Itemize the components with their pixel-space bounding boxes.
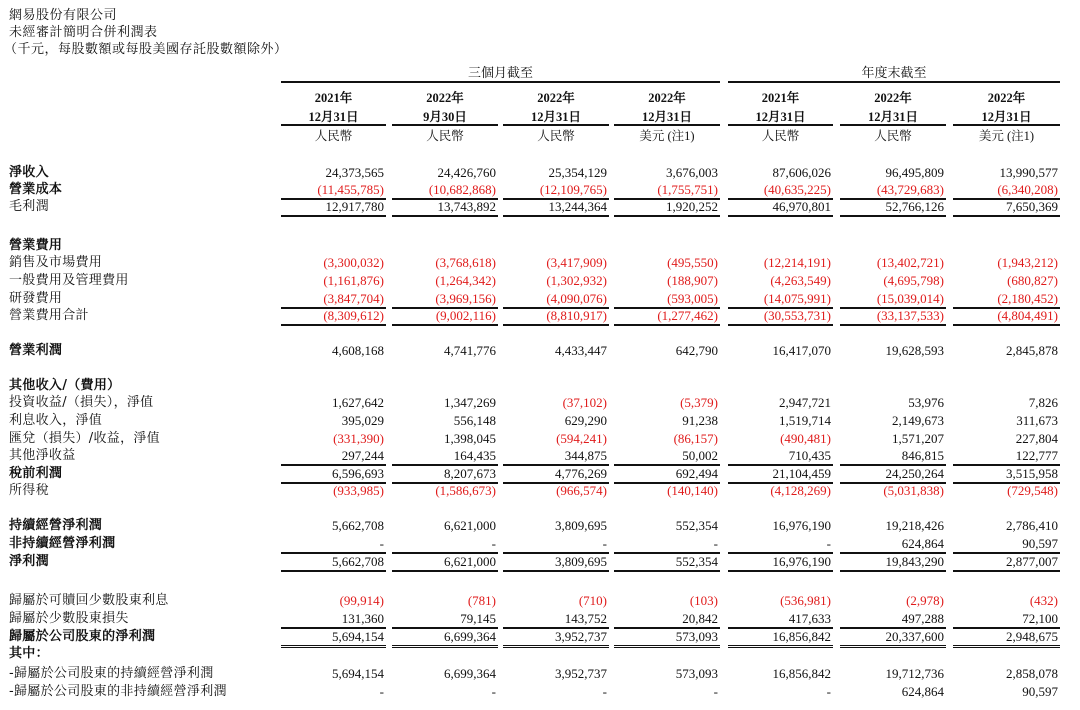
row-label: 歸屬於公司股東的淨利潤 — [9, 629, 156, 644]
table-row — [0, 592, 1080, 610]
table-row — [0, 665, 1080, 683]
cell-value: 19,218,426 — [885, 518, 944, 533]
cell-value: - — [602, 684, 607, 699]
cell-value: 692,494 — [675, 466, 718, 481]
cell-value: (10,682,868) — [428, 182, 496, 197]
column-currency: 人民幣 — [874, 129, 912, 143]
cell-value: 20,842 — [682, 611, 718, 626]
cell-value: 1,627,642 — [332, 395, 384, 410]
cell-value: - — [491, 684, 496, 699]
row-label: 歸屬於可贖回少數股東利息 — [9, 593, 169, 608]
cell-value: 552,354 — [675, 518, 718, 533]
cell-value: 5,662,708 — [332, 554, 384, 569]
column-date: 12月31日 — [867, 110, 918, 124]
cell-value: (14,075,991) — [763, 291, 831, 306]
cell-value: 20,337,600 — [885, 629, 944, 644]
cell-value: (594,241) — [556, 431, 607, 446]
cell-value: (3,768,618) — [435, 255, 496, 270]
cell-value: (4,090,076) — [546, 291, 607, 306]
cell-value: 87,606,026 — [772, 165, 831, 180]
cell-value: 19,712,736 — [885, 666, 944, 681]
table-row — [0, 394, 1080, 412]
row-label: 營業利潤 — [9, 343, 63, 358]
statement-title: 未經審計簡明合併利潤表 — [9, 25, 158, 40]
cell-value: 13,743,892 — [437, 199, 496, 214]
row-label: 淨利潤 — [9, 554, 49, 569]
row-label: -歸屬於公司股東的持續經營淨利潤 — [9, 666, 214, 681]
table-row — [0, 517, 1080, 535]
cell-value: 19,628,593 — [885, 343, 944, 358]
column-group-rule — [281, 81, 720, 83]
cell-value: (8,309,612) — [323, 308, 384, 323]
cell-value: 1,571,207 — [892, 431, 944, 446]
row-label: 利息收入，淨值 — [9, 413, 103, 428]
cell-value: (3,847,704) — [323, 291, 384, 306]
cell-value: (5,031,838) — [883, 483, 944, 498]
cell-value: (188,907) — [667, 273, 718, 288]
cell-value: (13,402,721) — [876, 255, 944, 270]
cell-value: 417,633 — [788, 611, 831, 626]
cell-value: 2,845,878 — [1006, 343, 1058, 358]
cell-value: 573,093 — [675, 666, 718, 681]
cell-value: 19,843,290 — [885, 554, 944, 569]
underline — [503, 324, 609, 326]
cell-value: (495,550) — [667, 255, 718, 270]
cell-value: 846,815 — [901, 448, 944, 463]
cell-value: 2,786,410 — [1006, 518, 1058, 533]
underline — [614, 570, 720, 572]
cell-value: (103) — [689, 593, 718, 608]
cell-value: (331,390) — [333, 431, 384, 446]
cell-value: 79,145 — [460, 611, 496, 626]
row-label: 一般費用及管理費用 — [9, 273, 129, 288]
cell-value: 4,608,168 — [332, 343, 384, 358]
cell-value: (1,161,876) — [323, 273, 384, 288]
column-date: 12月31日 — [308, 110, 359, 124]
cell-value: (729,548) — [1007, 483, 1058, 498]
table-row — [0, 628, 1080, 646]
row-label: 其他淨收益 — [9, 448, 76, 463]
table-row — [0, 447, 1080, 465]
underline — [728, 215, 833, 217]
cell-value: (86,157) — [673, 431, 718, 446]
cell-value: 497,288 — [901, 611, 944, 626]
cell-value: 16,976,190 — [772, 518, 831, 533]
cell-value: (536,981) — [780, 593, 831, 608]
underline — [728, 570, 833, 572]
row-label: 淨收入 — [9, 165, 49, 180]
cell-value: (2,180,452) — [997, 291, 1058, 306]
cell-value: 24,250,264 — [885, 466, 944, 481]
row-label: 營業費用 — [9, 238, 63, 253]
cell-value: 131,360 — [341, 611, 384, 626]
cell-value: 13,990,577 — [999, 165, 1058, 180]
column-currency: 美元 (注1) — [978, 129, 1035, 143]
cell-value: (3,300,032) — [323, 255, 384, 270]
cell-value: 227,804 — [1015, 431, 1058, 446]
column-year: 2022年 — [648, 91, 686, 105]
cell-value: (4,695,798) — [883, 273, 944, 288]
cell-value: 5,694,154 — [332, 629, 384, 644]
cell-value: 556,148 — [453, 413, 496, 428]
cell-value: 2,149,673 — [892, 413, 944, 428]
row-label: 稅前利潤 — [9, 466, 63, 481]
table-row — [0, 307, 1080, 325]
table-row — [0, 553, 1080, 571]
cell-value: 24,373,565 — [325, 165, 384, 180]
cell-value: (593,005) — [667, 291, 718, 306]
cell-value: 90,597 — [1022, 684, 1058, 699]
column-year: 2021年 — [761, 91, 800, 105]
row-label: 其中： — [9, 646, 49, 661]
cell-value: (1,264,342) — [435, 273, 496, 288]
cell-value: 52,766,126 — [885, 199, 944, 214]
underline — [953, 570, 1060, 572]
cell-value: 3,676,003 — [666, 165, 718, 180]
cell-value: 6,596,693 — [332, 466, 384, 481]
row-label: 匯兌（損失）/收益，淨值 — [9, 431, 160, 446]
cell-value: 624,864 — [901, 536, 944, 551]
cell-value: 6,699,364 — [444, 629, 496, 644]
cell-value: 8,207,673 — [444, 466, 496, 481]
column-date: 12月31日 — [981, 110, 1032, 124]
cell-value: 5,694,154 — [332, 666, 384, 681]
column-date: 9月30日 — [423, 110, 467, 124]
underline — [392, 324, 498, 326]
column-group-label: 三個月截至 — [467, 66, 533, 81]
cell-value: 4,741,776 — [444, 343, 496, 358]
cell-value: (1,755,751) — [657, 182, 718, 197]
cell-value: 297,244 — [341, 448, 384, 463]
cell-value: 4,776,269 — [555, 466, 607, 481]
cell-value: (37,102) — [562, 395, 607, 410]
cell-value: (1,302,932) — [546, 273, 607, 288]
table-row — [0, 377, 1080, 395]
column-date: 12月31日 — [755, 110, 806, 124]
row-label: 持續經營淨利潤 — [9, 518, 103, 533]
cell-value: 6,621,000 — [444, 554, 496, 569]
underline — [840, 570, 946, 572]
cell-value: 3,809,695 — [555, 554, 607, 569]
cell-value: 21,104,459 — [772, 466, 831, 481]
cell-value: 72,100 — [1022, 611, 1058, 626]
cell-value: (4,263,549) — [770, 273, 831, 288]
column-year: 2022年 — [987, 91, 1026, 105]
column-currency: 美元 (注1) — [639, 129, 695, 143]
cell-value: 5,662,708 — [332, 518, 384, 533]
cell-value: (2,978) — [906, 593, 944, 608]
cell-value: 395,029 — [341, 413, 384, 428]
cell-value: 46,970,801 — [772, 199, 831, 214]
table-row — [0, 610, 1080, 628]
table-row — [0, 412, 1080, 430]
cell-value: 91,238 — [682, 413, 718, 428]
cell-value: 710,435 — [788, 448, 831, 463]
cell-value: - — [602, 536, 607, 551]
cell-value: 16,417,070 — [772, 343, 831, 358]
column-currency: 人民幣 — [314, 129, 353, 143]
cell-value: (781) — [467, 593, 496, 608]
cell-value: 24,426,760 — [437, 165, 496, 180]
cell-value: (5,379) — [680, 395, 718, 410]
cell-value: 2,948,675 — [1006, 629, 1058, 644]
table-row — [0, 465, 1080, 483]
cell-value: (9,002,116) — [435, 308, 496, 323]
cell-value: (99,914) — [339, 593, 384, 608]
cell-value: 344,875 — [564, 448, 607, 463]
underline — [614, 215, 720, 217]
underline — [503, 570, 609, 572]
row-label: 研發費用 — [9, 291, 63, 306]
cell-value: 2,877,007 — [1006, 554, 1058, 569]
cell-value: - — [713, 536, 718, 551]
table-row — [0, 272, 1080, 290]
cell-value: (1,277,462) — [657, 308, 718, 323]
cell-value: - — [826, 684, 831, 699]
cell-value: (140,140) — [667, 483, 718, 498]
column-group-rule — [728, 81, 1060, 83]
cell-value: 90,597 — [1022, 536, 1058, 551]
table-row — [0, 482, 1080, 500]
cell-value: 16,976,190 — [772, 554, 831, 569]
cell-value: 16,856,842 — [772, 666, 831, 681]
cell-value: 3,952,737 — [555, 629, 607, 644]
row-label: -歸屬於公司股東的非持續經營淨利潤 — [9, 684, 227, 699]
cell-value: (11,455,785) — [317, 182, 384, 197]
cell-value: 6,621,000 — [444, 518, 496, 533]
cell-value: (966,574) — [556, 483, 607, 498]
cell-value: (432) — [1029, 593, 1058, 608]
column-currency: 人民幣 — [426, 129, 464, 143]
cell-value: (4,804,491) — [997, 308, 1058, 323]
cell-value: 7,650,369 — [1006, 199, 1058, 214]
cell-value: 122,777 — [1015, 448, 1058, 463]
column-date: 12月31日 — [641, 110, 692, 124]
cell-value: - — [379, 536, 384, 551]
cell-value: (4,128,269) — [770, 483, 831, 498]
cell-value: 3,809,695 — [555, 518, 607, 533]
cell-value: 3,952,737 — [555, 666, 607, 681]
cell-value: 7,826 — [1028, 395, 1058, 410]
cell-value: (490,481) — [780, 431, 831, 446]
cell-value: 25,354,129 — [548, 165, 607, 180]
cell-value: - — [491, 536, 496, 551]
cell-value: - — [379, 684, 384, 699]
cell-value: 629,290 — [564, 413, 607, 428]
table-row — [0, 164, 1080, 182]
cell-value: (43,729,683) — [876, 182, 944, 197]
cell-value: 164,435 — [453, 448, 496, 463]
table-row — [0, 237, 1080, 255]
cell-value: 53,976 — [908, 395, 944, 410]
column-year: 2022年 — [426, 91, 464, 105]
column-group-label: 年度末截至 — [861, 66, 927, 81]
cell-value: (3,969,156) — [435, 291, 496, 306]
row-label: 其他收入/（費用） — [9, 378, 121, 393]
cell-value: 1,920,252 — [666, 199, 718, 214]
row-label: 營業費用合計 — [9, 308, 89, 323]
row-label: 營業成本 — [9, 182, 63, 197]
column-year: 2022年 — [537, 91, 575, 105]
cell-value: 552,354 — [675, 554, 718, 569]
underline — [503, 215, 609, 217]
table-row — [0, 181, 1080, 199]
table-row — [0, 290, 1080, 308]
underline — [953, 215, 1060, 217]
cell-value: (6,340,208) — [997, 182, 1058, 197]
cell-value: - — [713, 684, 718, 699]
cell-value: (710) — [578, 593, 607, 608]
column-date: 12月31日 — [530, 110, 581, 124]
underline — [281, 570, 386, 572]
cell-value: (8,810,917) — [546, 308, 607, 323]
cell-value: (1,943,212) — [997, 255, 1058, 270]
underline — [392, 215, 498, 217]
table-row — [0, 645, 1080, 663]
cell-value: 573,093 — [675, 629, 718, 644]
cell-value: (15,039,014) — [876, 291, 944, 306]
cell-value: 12,917,780 — [325, 199, 384, 214]
underline — [281, 324, 386, 326]
cell-value: - — [826, 536, 831, 551]
cell-value: (1,586,673) — [435, 483, 496, 498]
table-row — [0, 342, 1080, 360]
cell-value: 50,002 — [682, 448, 718, 463]
cell-value: 2,947,721 — [779, 395, 831, 410]
underline — [840, 324, 946, 326]
cell-value: (30,553,731) — [763, 308, 831, 323]
cell-value: 624,864 — [901, 684, 944, 699]
underline — [392, 570, 498, 572]
cell-value: 4,433,447 — [555, 343, 607, 358]
table-row — [0, 198, 1080, 216]
unit-note: （千元，每股數額或每股美國存託股數額除外） — [4, 42, 288, 57]
cell-value: (40,635,225) — [763, 182, 831, 197]
cell-value: 96,495,809 — [885, 165, 944, 180]
row-label: 投資收益/（損失），淨值 — [9, 395, 154, 410]
cell-value: 1,519,714 — [779, 413, 831, 428]
table-row — [0, 535, 1080, 553]
underline — [728, 324, 833, 326]
cell-value: (680,827) — [1007, 273, 1058, 288]
underline — [953, 324, 1060, 326]
cell-value: 6,699,364 — [444, 666, 496, 681]
column-currency: 人民幣 — [761, 129, 800, 143]
cell-value: 2,858,078 — [1006, 666, 1058, 681]
cell-value: 16,856,842 — [772, 629, 831, 644]
cell-value: 3,515,958 — [1006, 466, 1058, 481]
company-name: 網易股份有限公司 — [9, 8, 118, 23]
cell-value: 311,673 — [1016, 413, 1058, 428]
cell-value: (933,985) — [333, 483, 384, 498]
cell-value: (12,214,191) — [763, 255, 831, 270]
cell-value: (33,137,533) — [876, 308, 944, 323]
underline — [614, 324, 720, 326]
cell-value: (3,417,909) — [546, 255, 607, 270]
cell-value: 1,347,269 — [444, 395, 496, 410]
row-label: 銷售及市場費用 — [9, 255, 103, 270]
cell-value: 143,752 — [564, 611, 607, 626]
table-row — [0, 430, 1080, 448]
column-year: 2021年 — [314, 91, 353, 105]
cell-value: 13,244,364 — [548, 199, 607, 214]
cell-value: (12,109,765) — [539, 182, 607, 197]
column-year: 2022年 — [874, 91, 912, 105]
underline — [840, 215, 946, 217]
table-row — [0, 254, 1080, 272]
row-label: 所得稅 — [9, 483, 49, 498]
row-label: 毛利潤 — [9, 199, 49, 214]
cell-value: 642,790 — [675, 343, 718, 358]
row-label: 非持續經營淨利潤 — [9, 536, 116, 551]
cell-value: 1,398,045 — [444, 431, 496, 446]
table-row — [0, 683, 1080, 701]
underline — [281, 215, 386, 217]
row-label: 歸屬於少數股東損失 — [9, 611, 129, 626]
column-currency: 人民幣 — [537, 129, 575, 143]
